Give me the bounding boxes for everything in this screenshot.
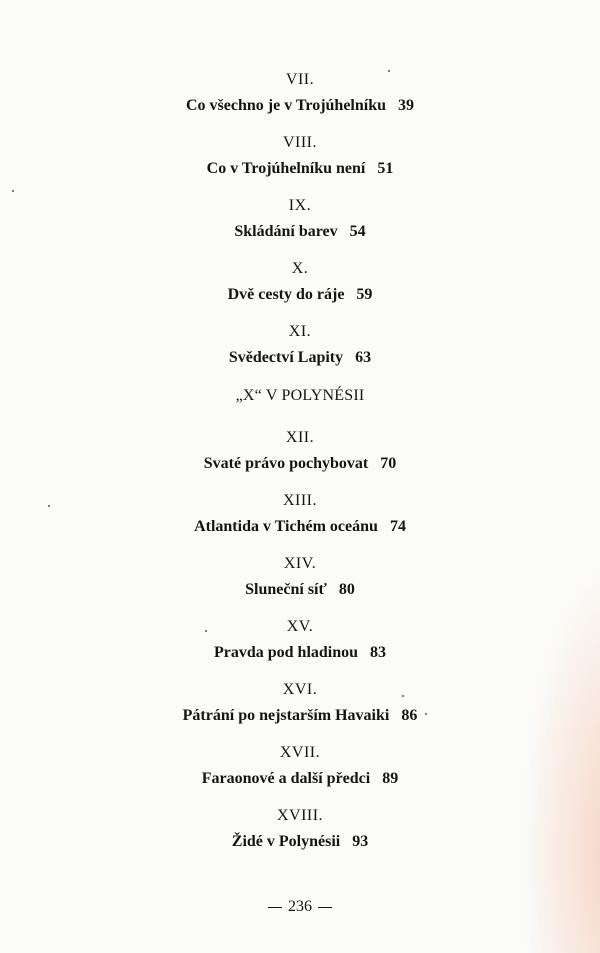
paper-speck bbox=[388, 70, 390, 72]
toc-entry-10 bbox=[0, 259, 600, 306]
chapter-page-number: 74 bbox=[389, 518, 406, 535]
chapter-page-number: 39 bbox=[398, 97, 415, 114]
chapter-page-number: 70 bbox=[380, 455, 397, 472]
paper-speck bbox=[425, 713, 427, 715]
paper-speck bbox=[402, 695, 404, 697]
toc-entry-11 bbox=[0, 322, 600, 369]
chapter-numeral: VIII. bbox=[282, 134, 318, 151]
chapter-title-line bbox=[0, 642, 600, 664]
chapter-numeral: XVI. bbox=[282, 681, 318, 698]
chapter-page-number: 89 bbox=[382, 770, 399, 787]
chapter-title-line bbox=[0, 705, 600, 727]
chapter-title-line bbox=[0, 768, 600, 790]
chapter-title-line bbox=[0, 453, 600, 475]
toc-entry-15 bbox=[0, 617, 600, 664]
section-heading: „X“ V POLYNÉSII bbox=[235, 387, 365, 404]
paper-speck bbox=[12, 190, 14, 192]
toc-entry-16 bbox=[0, 680, 600, 727]
chapter-title-line bbox=[0, 221, 600, 243]
chapter-title-line bbox=[0, 158, 600, 180]
chapter-title: Atlantida v Tichém oceánu bbox=[194, 518, 378, 535]
chapter-title-line bbox=[0, 95, 600, 117]
chapter-numeral: XV. bbox=[286, 618, 314, 635]
toc-entry-13 bbox=[0, 491, 600, 538]
chapter-title: Sluneční síť bbox=[245, 581, 327, 598]
chapter-page-number: 54 bbox=[349, 223, 366, 240]
chapter-title: Co v Trojúhelníku není bbox=[206, 160, 366, 177]
chapter-numeral: IX. bbox=[288, 197, 312, 214]
chapter-title-line bbox=[0, 516, 600, 538]
chapter-title: Dvě cesty do ráje bbox=[227, 286, 345, 303]
folio-dash-right bbox=[318, 907, 332, 909]
chapter-page-number: 83 bbox=[370, 644, 387, 661]
chapter-numeral: XIV. bbox=[283, 555, 317, 572]
toc-entry-14 bbox=[0, 554, 600, 601]
toc-entry-17 bbox=[0, 743, 600, 790]
chapter-title-line bbox=[0, 284, 600, 306]
chapter-title: Židé v Polynésii bbox=[231, 833, 341, 850]
chapter-page-number: 80 bbox=[338, 581, 355, 598]
chapter-numeral: VII. bbox=[285, 71, 315, 88]
chapter-numeral: XVIII. bbox=[276, 807, 324, 824]
chapter-title-line bbox=[0, 347, 600, 369]
chapter-title: Co všechno je v Trojúhelníku bbox=[185, 97, 387, 114]
chapter-numeral: XII. bbox=[285, 429, 315, 446]
folio-dash-left bbox=[268, 907, 282, 909]
chapter-title: Svaté právo pochybovat bbox=[203, 455, 369, 472]
toc-entry-8 bbox=[0, 133, 600, 180]
chapter-page-number: 86 bbox=[401, 707, 418, 724]
chapter-page-number: 51 bbox=[377, 160, 394, 177]
page-folio bbox=[0, 897, 600, 917]
chapter-title: Svědectví Lapity bbox=[228, 349, 344, 366]
toc-entry-18 bbox=[0, 806, 600, 853]
chapter-title-line bbox=[0, 831, 600, 853]
chapter-title: Pátrání po nejstarším Havaiki bbox=[182, 707, 390, 724]
toc-entry-12 bbox=[0, 428, 600, 475]
chapter-numeral: X. bbox=[291, 260, 309, 277]
chapter-title: Pravda pod hladinou bbox=[213, 644, 359, 661]
chapter-numeral: XVII. bbox=[279, 744, 321, 761]
paper-speck bbox=[48, 505, 50, 507]
chapter-title: Skládání barev bbox=[234, 223, 338, 240]
chapter-title-line bbox=[0, 579, 600, 601]
chapter-page-number: 93 bbox=[352, 833, 369, 850]
chapter-page-number: 63 bbox=[355, 349, 372, 366]
chapter-title: Faraonové a další předci bbox=[201, 770, 371, 787]
toc-entry-7 bbox=[0, 70, 600, 117]
chapter-numeral: XI. bbox=[288, 323, 312, 340]
paper-speck bbox=[205, 630, 207, 632]
toc-entry-9 bbox=[0, 196, 600, 243]
folio-number: 236 bbox=[288, 898, 312, 915]
chapter-page-number: 59 bbox=[356, 286, 373, 303]
chapter-numeral: XIII. bbox=[282, 492, 318, 509]
